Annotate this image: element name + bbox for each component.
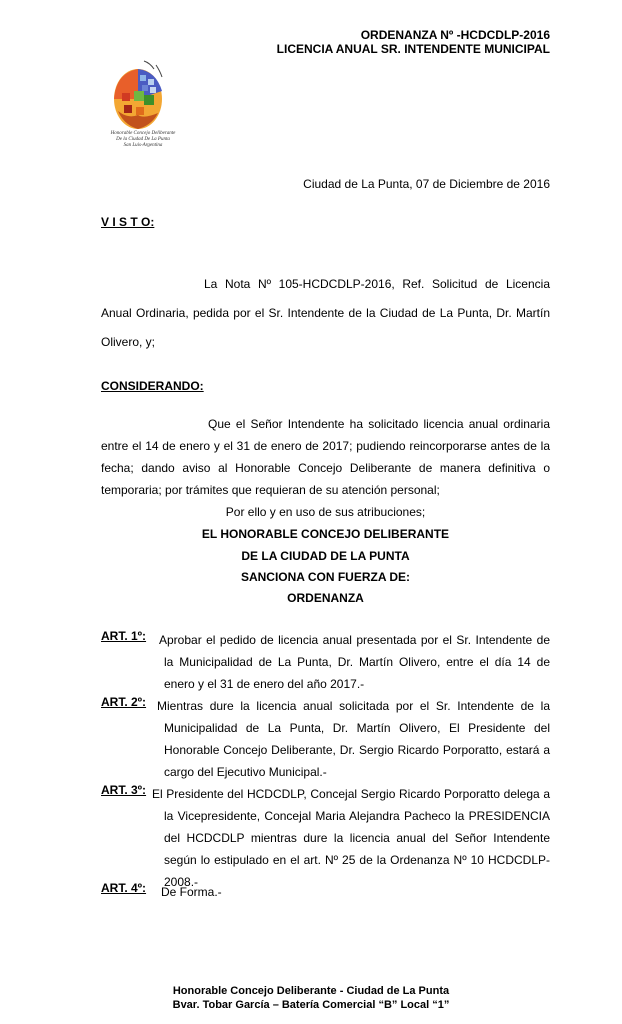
ordinance-subject-heading: LICENCIA ANUAL SR. INTENDENTE MUNICIPAL <box>276 42 550 56</box>
logo-caption-line2: De la Ciudad De La Punta <box>116 137 170 142</box>
visto-text: La Nota Nº 105-HCDCDLP-2016, Ref. Solicitud de Licencia Anual Ordinaria, pedida por el Sr. Intendente de la Ciudad de La Punta, Dr. Martín Olivero, y; <box>101 277 550 349</box>
visto-title: V I S T O: <box>101 215 155 229</box>
article-3-label: ART. 3º: <box>101 783 147 797</box>
footer-line-1: Honorable Concejo Deliberante - Ciudad de La Punta <box>172 985 450 997</box>
article-4-label: ART. 4º: <box>101 881 147 895</box>
article-2-label: ART. 2º: <box>101 695 147 709</box>
article-1-text: Aprobar el pedido de licencia anual presentada por el Sr. Intendente de la Municipalidad de La Punta, Dr. Martín Olivero, entre el día 14 de enero y el 31 de enero del año 2017.- <box>159 633 550 691</box>
article-4-text: De Forma.- <box>161 885 222 899</box>
council-logo <box>104 55 184 131</box>
sanciona-line-1: EL HONORABLE CONCEJO DELIBERANTE <box>201 527 450 541</box>
article-1-label: ART. 1º: <box>101 629 147 643</box>
ordinance-number-heading: ORDENANZA Nº -HCDCDLP-2016 <box>360 28 550 42</box>
article-3-text: El Presidente del HCDCDLP, Concejal Sergio Ricardo Porporatto delega a la Vicepresidente, Concejal Maria Alejandra Pacheco la PRESIDENCIA del HCDCDLP mientras dure la licencia anual del Señor Intendente según lo estipulado en el art. Nº 25 de la Ordenanza Nº 10 HCDCDLP-2008.- <box>152 787 550 889</box>
por-ello-line: Por ello y en uso de sus atribuciones; <box>225 505 426 519</box>
date-line: Ciudad de La Punta, 07 de Diciembre de 2016 <box>303 177 550 191</box>
considerando-title: CONSIDERANDO: <box>101 379 204 393</box>
sanciona-line-4: ORDENANZA <box>287 591 364 605</box>
logo-caption-line3: San Luis-Argentina <box>123 143 163 148</box>
article-2-text: Mientras dure la licencia anual solicitada por el Sr. Intendente de la Municipalidad de La Punta, Dr. Martín Olivero, El Presidente del Honorable Concejo Deliberante, Dr. Sergio Ricardo Porporatto, estará a cargo del Ejecutivo Municipal.- <box>157 699 550 779</box>
sanciona-line-2: DE LA CIUDAD DE LA PUNTA <box>241 549 410 563</box>
sanciona-line-3: SANCIONA CON FUERZA DE: <box>240 570 411 584</box>
footer-line-2: Bvar. Tobar García – Batería Comercial “B” Local “1” <box>172 999 450 1011</box>
considerando-text: Que el Señor Intendente ha solicitado licencia anual ordinaria entre el 14 de enero y el 31 de enero de 2017; pudiendo reincorporarse antes de la fecha; dando aviso al Honorable Concejo Deliberante de manera definitiva o temporaria; por trámites que requieran de su atención personal; <box>101 417 550 497</box>
logo-caption-line1: Honorable Concejo Deliberante <box>110 131 176 136</box>
